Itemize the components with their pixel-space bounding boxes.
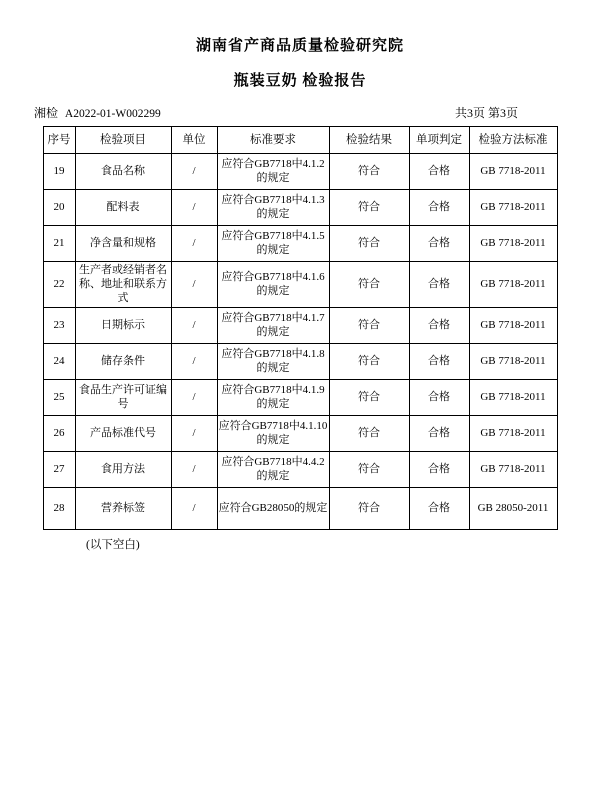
cell-method: GB 7718-2011 [469,226,557,262]
cell-unit: / [171,380,217,416]
inspection-table [43,126,558,530]
cell-index: 28 [43,488,75,530]
cell-verdict: 合格 [409,380,469,416]
cell-unit: / [171,344,217,380]
page-title: 湖南省产商品质量检验研究院 [195,38,404,54]
cell-requirement: 应符合GB7718中4.1.3的规定 [217,190,329,226]
cell-method: GB 7718-2011 [469,262,557,308]
cell-unit: / [171,452,217,488]
cell-method: GB 7718-2011 [469,416,557,452]
cell-item: 生产者或经销者名称、地址和联系方式 [75,262,171,308]
column-header-index: 序号 [43,127,75,154]
cell-unit: / [171,190,217,226]
table-row [43,416,557,452]
cell-requirement: 应符合GB7718中4.1.10的规定 [217,416,329,452]
cell-requirement: 应符合GB7718中4.4.2的规定 [217,452,329,488]
column-header-item: 检验项目 [75,127,171,154]
cell-verdict: 合格 [409,154,469,190]
cell-index: 20 [43,190,75,226]
cell-result: 符合 [329,380,409,416]
cell-unit: / [171,308,217,344]
table-body [43,154,557,530]
cell-verdict: 合格 [409,226,469,262]
report-title: 瓶装豆奶 检验报告 [233,73,367,89]
cell-method: GB 7718-2011 [469,190,557,226]
cell-result: 符合 [329,262,409,308]
column-header-method: 检验方法标准 [469,127,557,154]
table-row [43,452,557,488]
table-header-row [43,127,557,154]
cell-method: GB 7718-2011 [469,452,557,488]
cell-method: GB 28050-2011 [469,488,557,530]
cell-unit: / [171,154,217,190]
report-number [34,104,161,121]
cell-requirement: 应符合GB7718中4.1.8的规定 [217,344,329,380]
column-header-requirement: 标准要求 [217,127,329,154]
column-header-result: 检验结果 [329,127,409,154]
cell-requirement: 应符合GB7718中4.1.9的规定 [217,380,329,416]
column-header-unit: 单位 [171,127,217,154]
cell-verdict: 合格 [409,190,469,226]
report-number-label: 湘检 [34,106,59,120]
table-row [43,344,557,380]
cell-result: 符合 [329,154,409,190]
report-number-value: A2022-01-W002299 [64,108,161,120]
cell-requirement: 应符合GB7718中4.1.6的规定 [217,262,329,308]
cell-item: 营养标签 [75,488,171,530]
cell-item: 食品生产许可证编号 [75,380,171,416]
cell-item: 配料表 [75,190,171,226]
cell-method: GB 7718-2011 [469,308,557,344]
cell-verdict: 合格 [409,452,469,488]
blank-note: (以下空白) [86,539,140,552]
table-row [43,308,557,344]
cell-index: 27 [43,452,75,488]
cell-requirement: 应符合GB28050的规定 [217,488,329,530]
cell-result: 符合 [329,226,409,262]
table-row [43,488,557,530]
cell-result: 符合 [329,344,409,380]
cell-result: 符合 [329,488,409,530]
cell-unit: / [171,262,217,308]
cell-item: 储存条件 [75,344,171,380]
cell-item: 食用方法 [75,452,171,488]
cell-index: 24 [43,344,75,380]
cell-verdict: 合格 [409,416,469,452]
cell-verdict: 合格 [409,308,469,344]
cell-requirement: 应符合GB7718中4.1.2的规定 [217,154,329,190]
cell-unit: / [171,416,217,452]
cell-item: 产品标准代号 [75,416,171,452]
cell-item: 日期标示 [75,308,171,344]
table-row [43,154,557,190]
cell-index: 21 [43,226,75,262]
cell-unit: / [171,488,217,530]
report-meta [30,102,570,122]
cell-index: 22 [43,262,75,308]
cell-result: 符合 [329,190,409,226]
cell-result: 符合 [329,416,409,452]
table-row [43,380,557,416]
cell-index: 23 [43,308,75,344]
cell-requirement: 应符合GB7718中4.1.5的规定 [217,226,329,262]
cell-result: 符合 [329,308,409,344]
table-row [43,226,557,262]
cell-verdict: 合格 [409,344,469,380]
cell-index: 26 [43,416,75,452]
cell-method: GB 7718-2011 [469,380,557,416]
cell-index: 25 [43,380,75,416]
cell-result: 符合 [329,452,409,488]
cell-item: 净含量和规格 [75,226,171,262]
cell-verdict: 合格 [409,488,469,530]
page-indicator: 共3页 第3页 [454,106,518,120]
cell-method: GB 7718-2011 [469,344,557,380]
table-row [43,190,557,226]
table-row [43,262,557,308]
cell-item: 食品名称 [75,154,171,190]
cell-requirement: 应符合GB7718中4.1.7的规定 [217,308,329,344]
cell-verdict: 合格 [409,262,469,308]
cell-unit: / [171,226,217,262]
column-header-verdict: 单项判定 [409,127,469,154]
cell-method: GB 7718-2011 [469,154,557,190]
cell-index: 19 [43,154,75,190]
